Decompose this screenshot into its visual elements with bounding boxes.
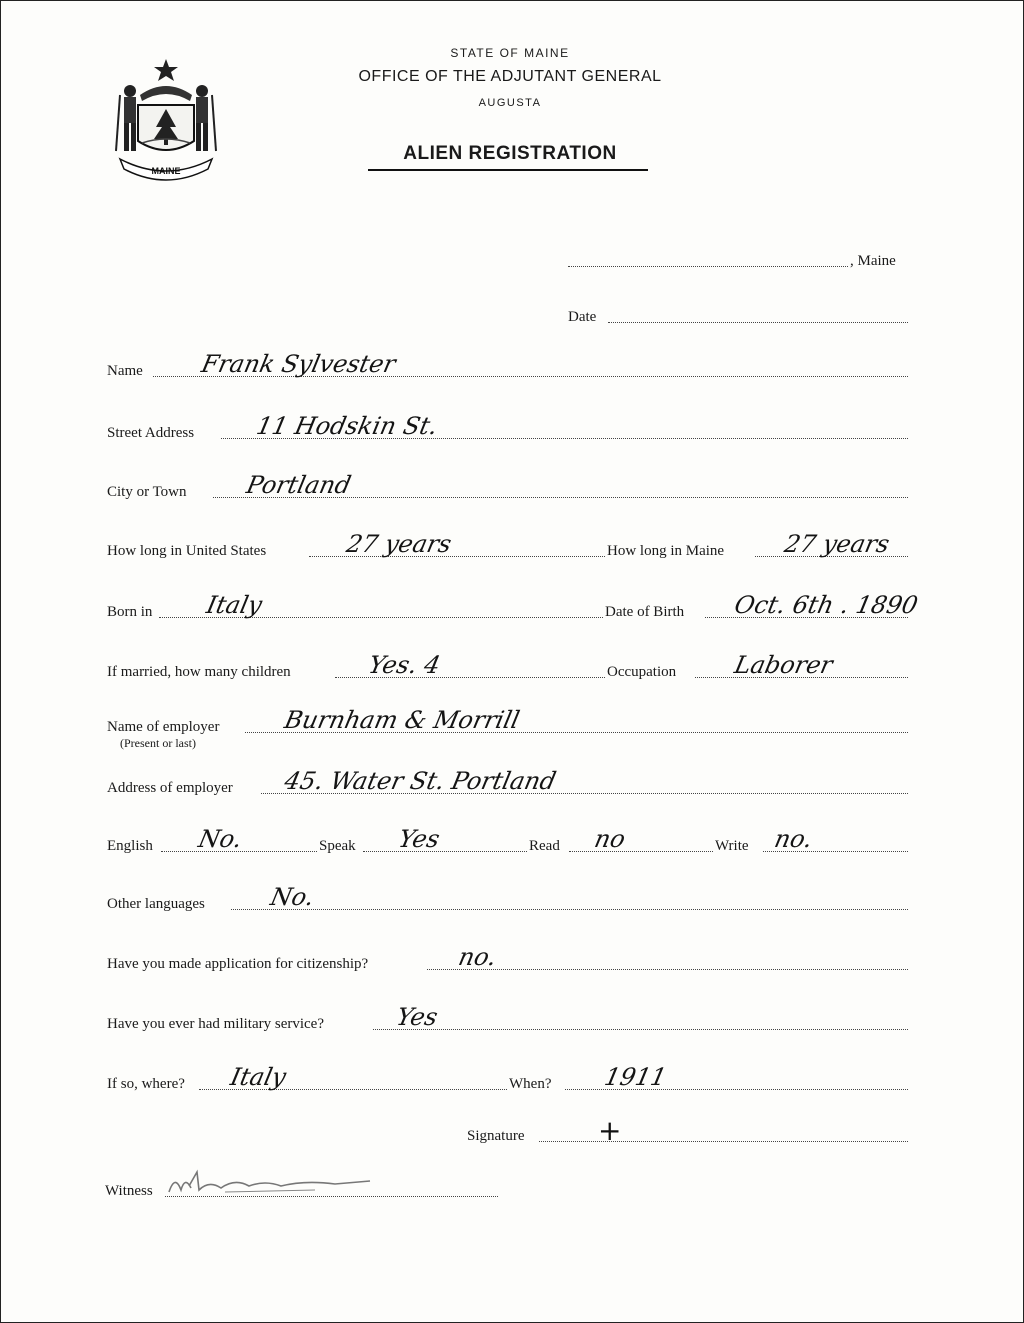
english-row [107,825,910,855]
citizenship-line [427,969,908,970]
street-address-label: Street Address [107,425,195,441]
other-languages-value: No. [268,883,317,911]
maine-duration-label: How long in Maine [607,543,725,559]
duration-row [107,530,910,560]
read-line [569,851,713,852]
write-value[interactable]: no. [772,825,816,853]
city-label: City or Town [107,484,187,500]
when-value[interactable]: 1911 [602,1063,670,1091]
city-field[interactable] [107,471,910,501]
maine-duration-value[interactable]: 27 years [782,530,893,558]
english-value[interactable]: No. [196,825,245,853]
born-in-value[interactable]: Italy [204,591,265,619]
header-office: OFFICE OF THE ADJUTANT GENERAL [358,68,662,85]
when-label: When? [509,1076,552,1092]
children-label: If married, how many children [107,664,291,680]
name-label: Name [107,363,143,379]
read-label: Read [529,838,560,854]
date-label: Date [568,309,597,325]
birth-row [107,591,921,621]
city-value: Portland [244,471,354,499]
name-field[interactable] [107,350,910,380]
dob-label: Date of Birth [605,604,685,620]
signature-line [539,1141,908,1142]
place-line [568,266,848,267]
english-label: English [107,838,153,854]
children-value[interactable]: Yes. 4 [366,651,443,679]
born-in-label: Born in [107,604,153,620]
page-title: ALIEN REGISTRATION [403,143,617,164]
military-line [373,1029,908,1030]
read-value[interactable]: no [592,825,628,853]
military-field[interactable] [107,1003,910,1033]
date-line [608,322,908,323]
name-value: Frank Sylvester [199,350,399,378]
speak-value[interactable]: Yes [396,825,443,853]
street-address-field[interactable] [107,412,910,442]
employer-sublabel: (Present or last) [120,736,196,750]
witness-label: Witness [105,1183,153,1199]
date-field[interactable] [568,296,910,326]
employer-address-value: 45. Water St. Portland [282,767,559,795]
place-field[interactable] [560,240,910,270]
other-languages-line [231,909,908,910]
other-languages-field[interactable] [107,883,910,913]
where-label: If so, where? [107,1076,185,1092]
employer-value: Burnham & Morrill [282,706,523,734]
citizenship-field[interactable] [107,943,910,973]
military-label: Have you ever had military service? [107,1016,324,1032]
write-label: Write [715,838,749,854]
citizenship-value: no. [456,943,500,971]
dob-value[interactable]: Oct. 6th . 1890 [732,591,921,619]
header-state: STATE OF MAINE [450,46,570,60]
title-underline [368,169,648,171]
children-occupation-row [107,651,910,681]
speak-line [363,851,527,852]
occupation-value[interactable]: Laborer [732,651,836,679]
header-city: AUGUSTA [478,97,542,109]
signature-label: Signature [467,1128,525,1144]
service-where-when-row [107,1063,910,1093]
other-languages-label: Other languages [107,896,205,912]
occupation-label: Occupation [607,664,677,680]
employer-label: Name of employer [107,719,220,735]
us-duration-label: How long in United States [107,543,267,559]
citizenship-label: Have you made application for citizenship? [107,956,369,972]
employer-field[interactable] [107,706,910,736]
street-address-value: 11 Hodskin St. [254,412,441,440]
us-duration-value[interactable]: 27 years [344,530,455,558]
witness-signature-icon [165,1168,380,1200]
place-suffix-label: , Maine [850,253,896,269]
signature-field[interactable] [467,1115,910,1145]
employer-address-label: Address of employer [107,780,233,796]
where-value[interactable]: Italy [228,1063,289,1091]
seal-text: MAINE [151,166,181,176]
state-seal-icon [110,55,222,183]
speak-label: Speak [319,838,356,854]
employer-address-field[interactable] [107,767,910,797]
military-value: Yes [394,1003,441,1031]
signature-mark: + [598,1114,622,1147]
